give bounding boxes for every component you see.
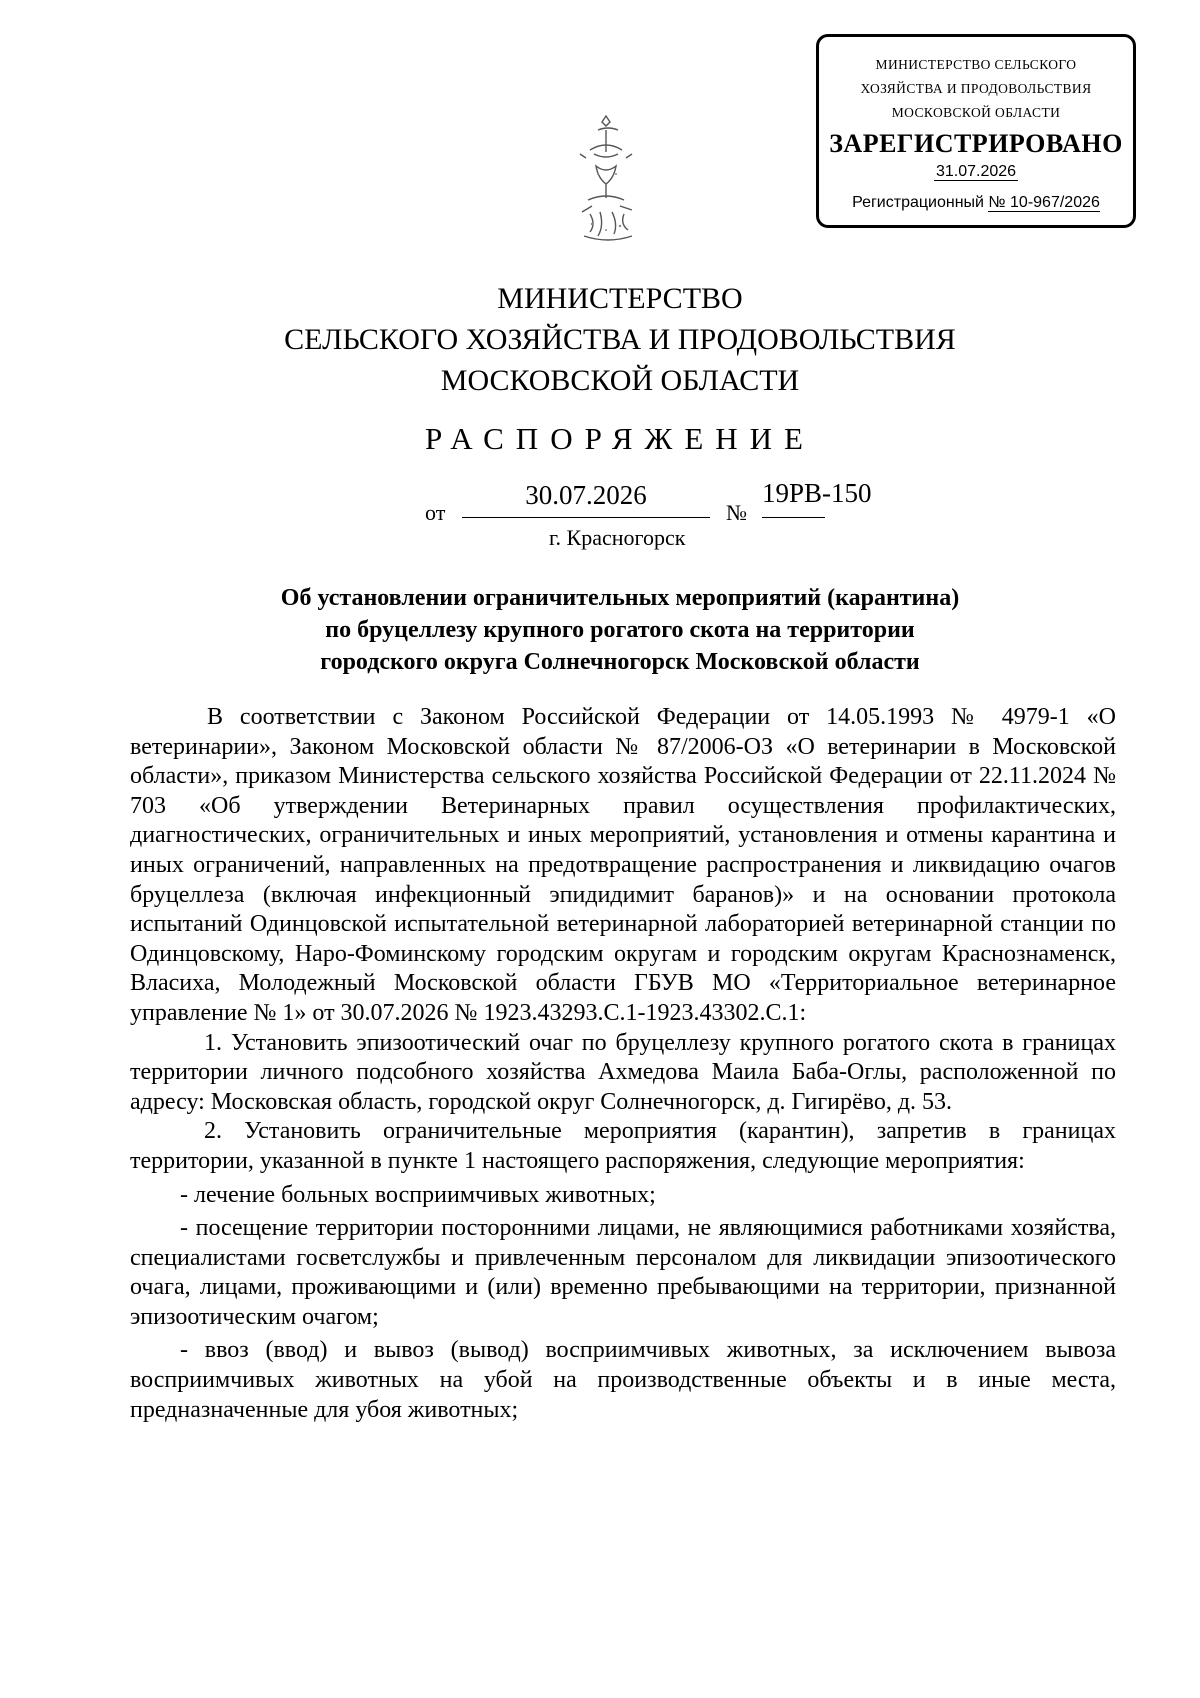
document-title xyxy=(130,582,1110,678)
stamp-status: ЗАРЕГИСТРИРОВАНО xyxy=(829,129,1123,158)
stamp-date-row xyxy=(819,161,1133,183)
coat-of-arms-icon xyxy=(572,114,644,246)
stamp-org-line: МИНИСТЕРСТВО СЕЛЬСКОГО xyxy=(875,57,1077,72)
stamp-org-line: ХОЗЯЙСТВА И ПРОДОВОЛЬСТВИЯ xyxy=(860,81,1092,96)
title-line: по бруцеллезу крупного рогатого скота на территории xyxy=(325,617,915,643)
restriction-bullet: - посещение территории посторонними лицами, не являющимися работниками хозяйства, специалистами госветслужбы и привлеченным персоналом для ликвидации эпизоотического очага, лицами, проживающими и (или) временно пребывающими на территории, признанной эпизоотическим очагом; xyxy=(130,1215,1116,1330)
title-line: городского округа Солнечногорск Московской области xyxy=(320,649,920,675)
stamp-reg-number: № 10-967/2026 xyxy=(988,194,1100,211)
date-prefix: от xyxy=(425,500,446,525)
preamble-paragraph: В соответствии с Законом Российской Федерации от 14.05.1993 № 4979-1 «О ветеринарии», Законом Московской области № 87/2006-ОЗ «О ветеринарии в Московской области», приказом Министерства сельского хозяйства Российской Федерации от 22.11.2024 № 703 «Об утверждении Ветеринарных правил осуществления профилактических, диагностических, ограничительных и иных мероприятий, установления и отмены карантина и иных ограничений, направленных на предотвращение распространения и ликвидацию очагов бруцеллеза (включая инфекционный эпидидимит баранов)» и на основании протокола испытаний Одинцовской испытательной ветеринарной лабораторией ветеринарной станции по Одинцовскому, Наро-Фоминскому городским округам и городским округам Краснознаменск, Власиха, Молодежный Московской области ГБУВ МО «Территориальное ветеринарное управление № 1» от 30.07.2026 № 1923.43293.С.1-1923.43302.С.1: xyxy=(130,704,1116,1026)
ministry-name xyxy=(0,278,1200,401)
restriction-bullet: - лечение больных восприимчивых животных; xyxy=(180,1181,656,1208)
document-city: г. Красногорск xyxy=(549,525,686,550)
document-date: 30.07.2026 xyxy=(462,480,710,518)
number-prefix: № xyxy=(726,500,747,525)
stamp-date: 31.07.2026 xyxy=(935,163,1017,180)
document-type: РАСПОРЯЖЕНИЕ xyxy=(425,421,815,456)
stamp-registration-row xyxy=(819,189,1133,217)
ministry-line: МОСКОВСКОЙ ОБЛАСТИ xyxy=(440,364,800,397)
ministry-line: СЕЛЬСКОГО ХОЗЯЙСТВА И ПРОДОВОЛЬСТВИЯ xyxy=(284,323,956,356)
stamp-org-line: МОСКОВСКОЙ ОБЛАСТИ xyxy=(891,105,1061,120)
document-number: 19РВ-150 xyxy=(762,478,825,518)
stamp-reg-label: Регистрационный xyxy=(852,194,984,211)
item-1-paragraph: 1. Установить эпизоотический очаг по бруцеллезу крупного рогатого скота в границах территории личного подсобного хозяйства Ахмедова Маила Баба-Оглы, расположенной по адресу: Московская область, городской округ Солнечногорск, д. Гигирёво, д. 53. xyxy=(130,1029,1116,1115)
document-body xyxy=(130,703,1116,1425)
item-2-paragraph: 2. Установить ограничительные мероприятия (карантин), запретив в границах территории, указанной в пункте 1 настоящего распоряжения, следующие мероприятия: xyxy=(130,1118,1116,1174)
registration-stamp xyxy=(816,34,1136,228)
restriction-bullet: - ввоз (ввод) и вывоз (вывод) восприимчивых животных, за исключением вывоза восприимчивых животных на убой на производственные объекты и в иные места, предназначенные для убоя животных; xyxy=(130,1337,1116,1423)
title-line: Об установлении ограничительных мероприятий (карантина) xyxy=(280,585,960,611)
ministry-line: МИНИСТЕРСТВО xyxy=(497,282,743,315)
stamp-organization xyxy=(819,52,1133,126)
